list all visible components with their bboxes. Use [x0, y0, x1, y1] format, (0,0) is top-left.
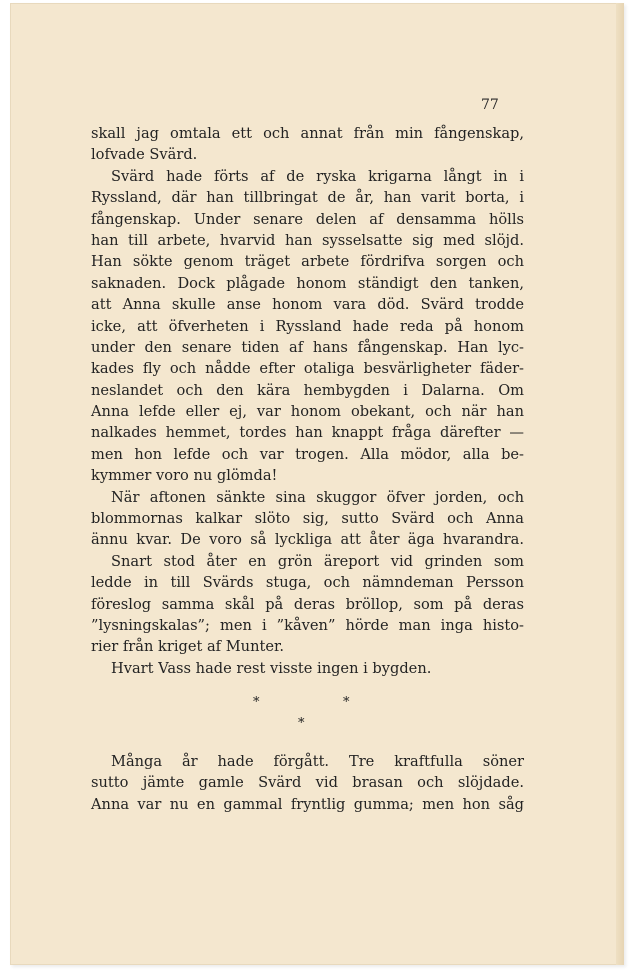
- text-line: kymmer voro nu glömda!: [91, 467, 278, 485]
- text-line: Svärd hade förts af de ryska krigarna långt in i: [111, 167, 524, 185]
- text-line: skall jag omtala ett och annat från min fångenskap,: [91, 125, 524, 142]
- text-line: fångenskap. Under senare delen af densamma hölls: [91, 210, 524, 228]
- body-text: [91, 123, 524, 679]
- text-line: Snart stod åter en grön äreport vid grinden som: [111, 552, 524, 570]
- separator-asterisk: *: [343, 695, 350, 710]
- text-line: icke, att öfverheten i Ryssland hade reda på honom: [91, 317, 524, 335]
- separator-asterisk: *: [253, 695, 260, 710]
- text-line: neslandet och den kära hembygden i Dalarna. Om: [91, 381, 524, 399]
- text-line: lofvade Svärd.: [91, 146, 198, 164]
- text-line: föreslog samma skål på deras bröllop, som på deras: [91, 595, 524, 613]
- text-line: sutto jämte gamle Svärd vid brasan och slöjdade.: [91, 774, 524, 792]
- text-line: Ryssland, där han tillbringat de år, han varit borta, i: [91, 189, 524, 207]
- text-line: Han sökte genom träget arbete fördrifva sorgen och: [91, 253, 524, 271]
- text-line: Hvart Vass hade rest visste ingen i bygden.: [111, 659, 432, 677]
- text-line: saknaden. Dock plågade honom ständigt den tanken,: [91, 274, 524, 292]
- page-number: 77: [481, 97, 499, 113]
- text-line: rier från kriget af Munter.: [91, 638, 284, 656]
- text-line: nalkades hemmet, tordes han knappt fråga därefter —: [91, 424, 524, 442]
- text-line: ”lysningskalas”; men i ”kåven” hörde man inga histo-: [91, 616, 524, 634]
- text-line: men hon lefde och var trogen. Alla mödor, alla be-: [91, 445, 524, 463]
- text-line: ännu kvar. De voro så lyckliga att åter äga hvarandra.: [91, 531, 524, 549]
- separator-asterisk: *: [298, 716, 305, 731]
- section-separator: [10, 695, 624, 745]
- text-line: Anna lefde eller ej, var honom obekant, och när han: [91, 403, 524, 421]
- text-line: under den senare tiden af hans fångenskap. Han lyc-: [91, 338, 524, 356]
- page-edge: [616, 3, 624, 965]
- text-line: han till arbete, hvarvid han sysselsatte sig med slöjd.: [91, 231, 524, 249]
- text-line: ledde in till Svärds stuga, och nämndeman Persson: [91, 574, 524, 592]
- body-text-continued: [91, 751, 524, 815]
- text-line: Många år hade förgått. Tre kraftfulla söner: [111, 753, 524, 770]
- book-page: [10, 3, 624, 965]
- text-line: blommornas kalkar slöto sig, sutto Svärd och Anna: [91, 510, 524, 528]
- text-line: kades fly och nådde efter otaliga besvärligheter fäder-: [91, 360, 524, 378]
- text-line: att Anna skulle anse honom vara död. Svärd trodde: [91, 296, 524, 314]
- text-line: När aftonen sänkte sina skuggor öfver jorden, och: [111, 488, 524, 506]
- text-line: Anna var nu en gammal fryntlig gumma; men hon såg: [91, 795, 524, 813]
